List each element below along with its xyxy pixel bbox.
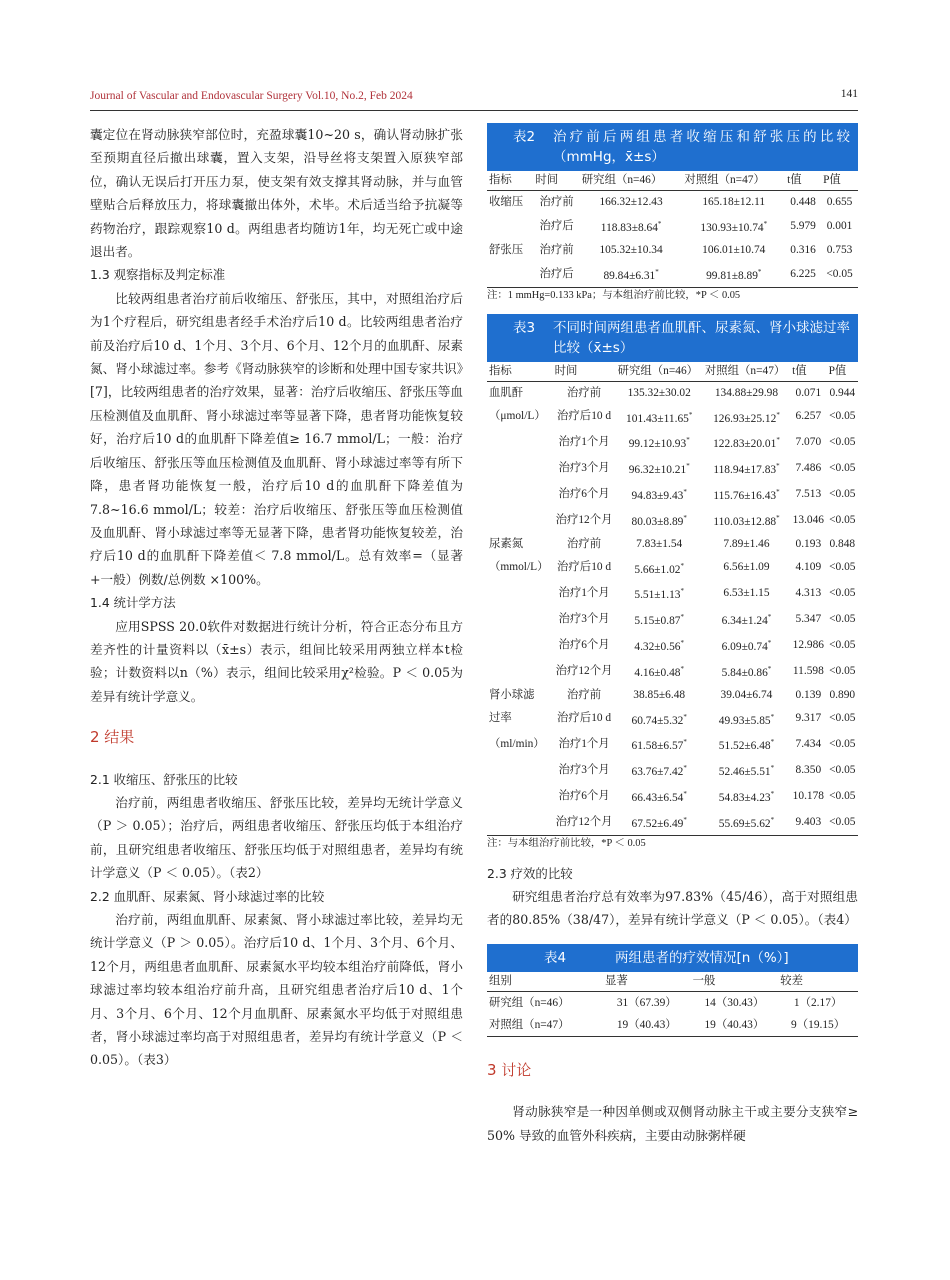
paragraph: 研究组患者治疗总有效率为97.83%（45/46），高于对照组患者的80.85%（38/47），差异有统计学意义（P ＜ 0.05）。（表4） (487, 888, 858, 928)
table-row (487, 580, 858, 606)
table-cell: 5.66±1.02* (634, 561, 684, 576)
table-row (487, 381, 858, 404)
subsection-heading: 1.3 观察指标及判定标准 (90, 267, 226, 283)
table-cell: 6.34±1.24* (721, 613, 772, 627)
column-header: 显著 (603, 972, 691, 992)
table-cell: 19（40.43） (691, 1014, 779, 1037)
table-cell: 110.03±12.88* (713, 513, 780, 528)
table-cell: 4.313 (795, 587, 822, 600)
column-header: 指标 (487, 362, 553, 382)
subsection-heading: 2.1 收缩压、舒张压的比较 (90, 771, 238, 787)
table-cell: 治疗6个月 (558, 487, 610, 500)
table-cell: 7.486 (795, 462, 822, 475)
table-cell: 0.655 (826, 196, 853, 208)
column-header: 时间 (533, 171, 579, 191)
table-cell: 治疗12个月 (555, 664, 613, 677)
table-cell: 67.52±6.49* (616, 809, 703, 835)
table-cell: 0.071 (795, 386, 822, 399)
table-title: 两组患者的疗效情况[n（%）] (615, 949, 789, 966)
table-cell: 0.848 (829, 537, 856, 550)
table-cell: 过率 (489, 712, 512, 725)
column-header: 较差 (778, 972, 858, 992)
table-cell: <0.05 (829, 638, 856, 651)
table-cell: 66.43±6.54* (631, 789, 687, 804)
table-cell: 101.43±11.65* (626, 410, 693, 425)
table-cell: 165.18±12.11 (702, 196, 766, 208)
table-cell: 治疗12个月 (553, 809, 616, 835)
table-caption (487, 314, 858, 362)
table-cell: 9（19.15） (778, 1014, 858, 1037)
table-cell: 血肌酐 (489, 386, 524, 399)
table-row (487, 455, 858, 481)
table-cell (487, 809, 553, 835)
table-cell: 治疗3个月 (558, 764, 610, 777)
table-cell: <0.05 (829, 561, 856, 574)
table-cell: 52.46±5.51* (718, 764, 775, 778)
paragraph: 比较两组患者治疗前后收缩压、舒张压，其中，对照组治疗后为1个疗程后，研究组患者经手术治疗后10 d。比较两组患者治疗前及治疗后10 d、1个月、3个月、6个月、12个月的血肌酐、尿素氮、肾小球滤过率。参考《肾动脉狭窄的诊断和处理中国专家共识》[7]，比较两组患者的治疗效果，显著：治疗后收缩压、舒张压等血压检测值及血肌酐、肾小球滤过率等显著下降，患者肾功能恢复较好，治疗后10 d的血肌酐下降差值≥ 16.7 mmol/L；一般：治疗后收缩压、舒张压等血压检测值及血肌酐、肾小球滤过率等有所下降，患者肾功能恢复一般，治疗后10 d的血肌酐下降差值为7.8~16.6 mmol/L；较差：治疗后收缩压、舒张压等血压检测值及血肌酐、肾小球滤过率等无显著下降，患者肾功能恢复较差，治疗后10 d的血肌酐下降差值＜ 7.8 mmol/L。总有效率=（显著+一般）例数/总例数 ×100%。 (90, 290, 463, 587)
table-cell: 治疗前 (539, 243, 574, 256)
table-number: 表4 (543, 949, 567, 966)
table-cell: 6.56±1.09 (723, 561, 770, 574)
table-row (487, 261, 858, 287)
table-note: 注：与本组治疗前比较，*P ＜ 0.05 (487, 837, 646, 849)
table-cell (487, 261, 533, 287)
table-row (487, 533, 858, 555)
table-row (487, 706, 858, 732)
table-cell: 4.16±0.48* (634, 664, 684, 679)
table-cell: 105.32±10.34 (599, 243, 663, 256)
header-rule (90, 110, 858, 111)
left-column (90, 123, 463, 1072)
table-cell: 115.76±16.43* (713, 487, 780, 502)
table-cell: 6.53±1.15 (723, 587, 770, 600)
table-number: 表2 (512, 129, 536, 145)
table-cell (487, 213, 533, 239)
table-row (487, 783, 858, 809)
table-cell: 5.84±0.86* (721, 664, 772, 679)
table-cell: 4.32±0.56* (634, 638, 684, 653)
paragraph: 应用SPSS 20.0软件对数据进行统计分析，符合正态分布且方差齐性的计量资料以（x̄±s）表示，组间比较采用两独立样本t检验；计数资料以n（%）表示，组间比较采用χ²检验。P ＜ 0.05为差异有统计学意义。 (90, 618, 463, 704)
table-cell: 13.046 (792, 513, 824, 526)
table-cell: <0.05 (829, 487, 856, 500)
table-cell: 126.93±25.12* (713, 410, 780, 425)
table-cell: <0.05 (829, 789, 856, 802)
paragraph: 囊定位在肾动脉狭窄部位时，充盈球囊10~20 s，确认肾动脉扩张至预期直径后撤出球囊，置入支架，沿导丝将支架置入原狭窄部位，确认无误后打开压力泵，使支架有效支撑其肾动脉，并与血管壁贴合后释放压力，将球囊撤出体外，术毕。术后适当给予抗凝等药物治疗，跟踪观察10 d。两组患者均随访1年，均无死亡或中途退出者。 (90, 127, 463, 260)
table-note: 注：1 mmHg=0.133 kPa；与本组治疗前比较，*P ＜ 0.05 (487, 289, 741, 301)
page-number: 141 (840, 88, 858, 100)
table-cell: 肾小球滤 (489, 688, 535, 701)
table-cell: 5.15±0.87* (634, 613, 684, 627)
table-cell: 尿素氮 (489, 537, 524, 550)
table-row (487, 606, 858, 632)
table-cell: 11.598 (792, 664, 824, 677)
column-header: 一般 (691, 972, 779, 992)
table-cell (487, 606, 553, 632)
table-cell: 治疗后 (533, 261, 579, 287)
table-row (487, 809, 858, 835)
table-cell: 5.347 (795, 613, 822, 626)
table-cell: <0.05 (829, 587, 856, 600)
table-cell: 89.84±6.31* (580, 261, 683, 287)
column-header: P值 (827, 362, 858, 382)
table-cell: 7.434 (795, 738, 822, 751)
table-cell: 0.753 (826, 243, 853, 256)
table-cell: 122.83±20.01* (713, 436, 780, 451)
table-cell: 118.83±8.64* (600, 220, 662, 234)
table-cell: 31（67.39） (616, 996, 677, 1009)
table-cell: 7.83±1.54 (636, 537, 683, 550)
section-heading: 3 讨论 (487, 1060, 532, 1079)
paragraph: 治疗前，两组血肌酐、尿素氮、肾小球滤过率比较，差异均无统计学意义（P ＞ 0.05）。治疗后10 d、1个月、3个月、6个月、12个月，两组患者血肌酐、尿素氮水平均较本组治疗前降低，肾小球滤过率均较本组治疗前升高，且研究组患者治疗后10 d、1个月、3个月、6个月、12个月血肌酐、尿素氮水平均低于对照组患者，肾小球滤过率均高于对照组患者，差异均有统计学意义（P ＜ 0.05）。（表3） (90, 912, 463, 1068)
table-cell: 0.001 (826, 219, 853, 232)
table-cell: 6.09±0.74* (721, 638, 772, 653)
table-2 (487, 123, 858, 304)
table-cell (487, 632, 553, 658)
table-cell: <0.05 (827, 809, 858, 835)
data-table (487, 972, 858, 1037)
table-cell: 51.52±6.48* (718, 738, 775, 753)
table-cell: 治疗12个月 (555, 513, 613, 526)
table-cell: 106.01±10.74 (702, 243, 766, 256)
table-row (487, 991, 858, 1014)
table-cell: <0.05 (829, 613, 856, 626)
table-cell: 0.316 (790, 243, 816, 256)
table-cell: 治疗后10 d (557, 410, 612, 423)
table-cell: （ml/min） (489, 738, 545, 751)
subsection-heading: 1.4 统计学方法 (90, 595, 176, 611)
table-row (487, 507, 858, 533)
column-header: 组别 (487, 972, 603, 992)
table-row (487, 555, 858, 581)
table-row (487, 481, 858, 507)
table-cell (487, 481, 553, 507)
table-cell: 39.04±6.74 (720, 688, 773, 701)
table-row (487, 658, 858, 684)
table-cell: 0.944 (829, 386, 856, 399)
table-cell: 治疗3个月 (558, 462, 610, 475)
table-4 (487, 944, 858, 1037)
column-header: t值 (790, 362, 827, 382)
table-cell: <0.05 (829, 738, 856, 751)
table-cell: 研究组（n=46） (489, 996, 570, 1009)
table-cell: <0.05 (829, 712, 856, 725)
column-header: 对照组（n=47） (703, 362, 790, 382)
table-cell: 166.32±12.43 (599, 196, 663, 208)
data-table (487, 362, 858, 836)
column-header: 研究组（n=46） (580, 171, 683, 191)
section-heading: 2 结果 (90, 728, 135, 747)
table-title: 不同时间两组患者血肌酐、尿素氮、肾小球滤过率比较（x̄±s） (553, 319, 850, 356)
table-caption (487, 123, 858, 171)
table-cell: 10.178 (792, 789, 824, 802)
table-cell: <0.05 (829, 764, 856, 777)
table-cell: 99.81±8.89* (682, 261, 785, 287)
table-cell: <0.05 (829, 513, 856, 526)
table-cell: <0.05 (821, 261, 858, 287)
table-cell: <0.05 (829, 462, 856, 475)
table-cell: 61.58±6.57* (631, 738, 687, 753)
table-cell: <0.05 (829, 664, 856, 677)
column-header: P值 (821, 171, 858, 191)
table-3 (487, 314, 858, 852)
table-cell: 8.350 (795, 764, 822, 777)
column-header: t值 (785, 171, 821, 191)
table-cell: 9.317 (795, 712, 822, 725)
table-cell: 7.513 (795, 487, 822, 500)
table-cell: 6.225 (785, 261, 821, 287)
table-cell: 130.93±10.74* (700, 220, 768, 234)
table-cell: （μmol/L） (489, 410, 546, 423)
column-header: 对照组（n=47） (682, 171, 785, 191)
table-cell (487, 455, 553, 481)
table-cell: 14（30.43） (704, 996, 765, 1009)
table-cell: 6.257 (795, 410, 822, 423)
table-cell: 治疗1个月 (558, 587, 610, 600)
table-cell: （mmol/L） (489, 561, 549, 574)
table-cell: 135.32±30.02 (627, 386, 691, 399)
table-row (487, 1014, 858, 1037)
table-title: 治疗前后两组患者收缩压和舒张压的比较（mmHg，x̄±s） (553, 129, 850, 165)
page-header (90, 88, 858, 108)
table-cell: 治疗1个月 (558, 738, 610, 751)
table-cell (487, 757, 553, 783)
table-cell: 7.070 (795, 436, 822, 449)
column-header: 研究组（n=46） (616, 362, 703, 382)
table-cell: 治疗前 (566, 688, 602, 701)
table-cell (487, 507, 553, 533)
right-column (487, 123, 858, 1147)
table-cell: 80.03±8.89* (631, 513, 687, 528)
table-row (487, 684, 858, 706)
journal-title: Journal of Vascular and Endovascular Surgery Vol.10, No.2, Feb 2024 (90, 90, 413, 102)
table-cell: 治疗3个月 (558, 613, 610, 626)
table-cell: 5.979 (790, 219, 816, 232)
table-cell: 舒张压 (489, 243, 524, 256)
table-cell: 54.83±4.23* (718, 789, 775, 804)
table-cell: <0.05 (829, 436, 856, 449)
table-cell: 7.89±1.46 (723, 537, 770, 550)
table-row (487, 757, 858, 783)
table-cell: 治疗后10 d (557, 712, 612, 725)
table-cell: 96.32±10.21* (628, 462, 690, 476)
column-header: 时间 (553, 362, 616, 382)
table-cell: 治疗1个月 (558, 436, 610, 449)
table-row (487, 404, 858, 430)
table-cell: 4.109 (795, 561, 822, 574)
table-cell: 63.76±7.42* (631, 764, 687, 778)
table-cell: 收缩压 (489, 196, 524, 208)
table-cell: 19（40.43） (603, 1014, 691, 1037)
table-cell: 99.12±10.93* (628, 436, 690, 451)
table-caption (487, 944, 858, 972)
table-cell: 0.139 (795, 688, 822, 701)
table-cell: 55.69±5.62* (703, 809, 790, 835)
table-cell (487, 429, 553, 455)
table-cell: 134.88±29.98 (714, 386, 779, 399)
table-row (487, 239, 858, 261)
table-cell (487, 783, 553, 809)
table-row (487, 429, 858, 455)
column-header: 指标 (487, 171, 533, 191)
table-cell: 治疗前 (566, 537, 602, 550)
table-cell: 对照组（n=47） (487, 1014, 603, 1037)
table-cell: 49.93±5.85* (718, 712, 775, 727)
data-table (487, 171, 858, 288)
table-cell: 治疗6个月 (558, 789, 610, 802)
table-number: 表3 (512, 319, 536, 336)
table-cell: 118.94±17.83* (713, 462, 780, 476)
table-cell: 5.51±1.13* (634, 587, 684, 602)
table-row (487, 731, 858, 757)
subsection-heading: 2.2 血肌酐、尿素氮、肾小球滤过率的比较 (90, 888, 325, 904)
table-cell (487, 658, 553, 684)
paragraph: 治疗前，两组患者收缩压、舒张压比较，差异均无统计学意义（P ＞ 0.05）；治疗后，两组患者收缩压、舒张压均低于本组治疗前，且研究组患者收缩压、舒张压均低于对照组患者，差异均有统计学意义（P ＜ 0.05）。（表2） (90, 794, 463, 881)
table-cell: 1（2.17） (793, 996, 843, 1009)
table-row (487, 632, 858, 658)
table-cell: 治疗前 (539, 196, 574, 208)
table-cell: 9.403 (790, 809, 827, 835)
table-cell: 0.193 (795, 537, 822, 550)
table-cell: 94.83±9.43* (631, 487, 687, 502)
table-cell: 治疗后10 d (557, 561, 612, 574)
table-cell: 0.890 (829, 688, 856, 701)
table-cell: <0.05 (829, 410, 856, 423)
table-cell: 治疗前 (566, 386, 602, 399)
paragraph: 肾动脉狭窄是一种因单侧或双侧肾动脉主干或主要分支狭窄≥ 50% 导致的血管外科疾病，主要由动脉粥样硬 (487, 1104, 858, 1143)
table-cell: 12.986 (792, 638, 824, 651)
table-row (487, 213, 858, 239)
subsection-heading: 2.3 疗效的比较 (487, 865, 573, 881)
table-cell: 治疗后 (539, 219, 574, 232)
table-cell: 38.85±6.48 (633, 688, 686, 701)
table-cell: 0.448 (790, 196, 816, 208)
table-row (487, 191, 858, 214)
table-cell: 治疗6个月 (558, 638, 610, 651)
table-cell: 60.74±5.32* (631, 712, 687, 727)
table-cell (487, 580, 553, 606)
